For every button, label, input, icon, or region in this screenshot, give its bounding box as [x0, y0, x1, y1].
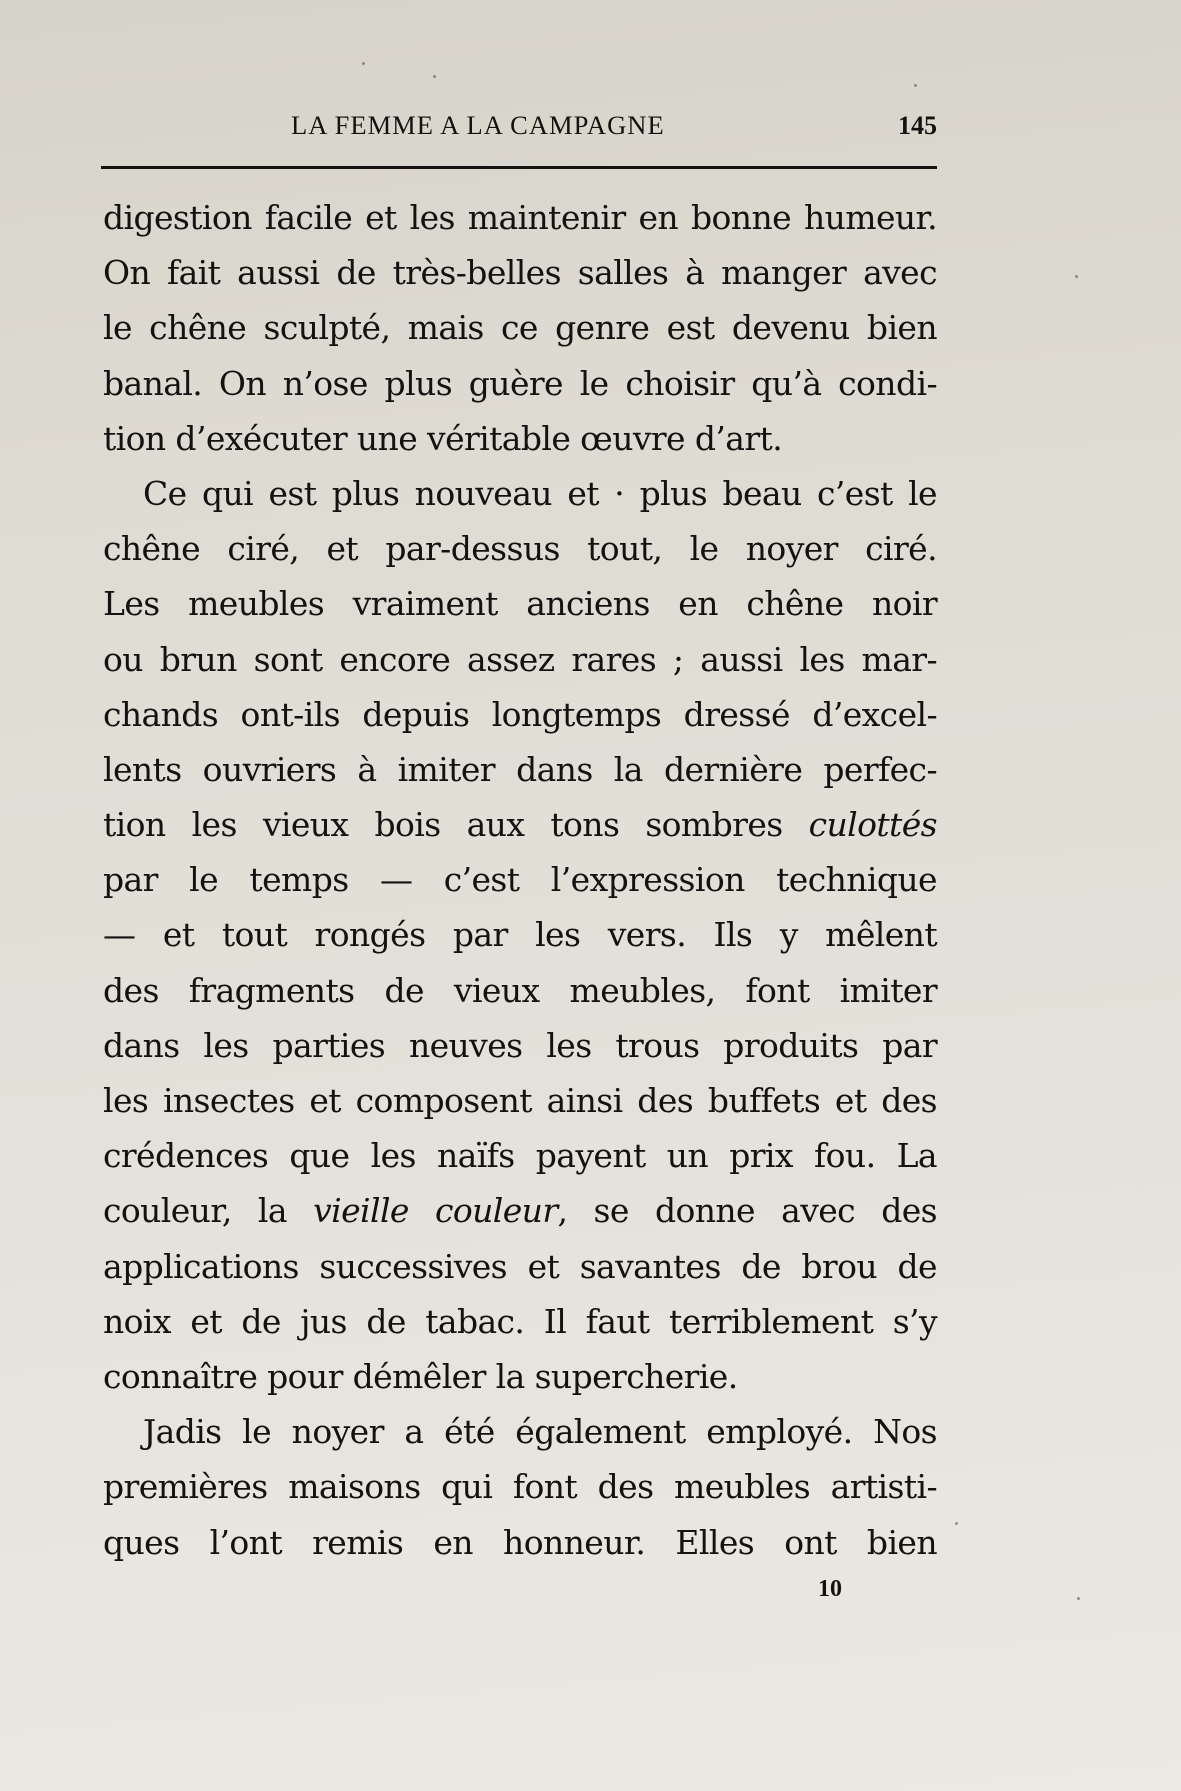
text-line: par le temps — c’est l’expression technique: [103, 860, 937, 900]
text-line-paragraph-start: Ce qui est plus nouveau et · plus beau c’est le: [143, 473, 937, 513]
text-line: digestion facile et les maintenir en bonne humeur.: [103, 198, 937, 237]
italic-term: vieille couleur: [313, 1191, 558, 1231]
text-line: le chêne sculpté, mais ce genre est devenu bien: [103, 308, 937, 348]
body-text: [103, 190, 937, 1570]
text-line: applications successives et savantes de brou de: [103, 1246, 937, 1286]
text-line: premières maisons qui font des meubles artisti-: [103, 1467, 937, 1507]
text-line: Les meubles vraiment anciens en chêne noir: [103, 584, 937, 624]
paper-speck: [914, 84, 917, 87]
paper-speck: [955, 1522, 958, 1525]
text-line: noix et de jus de tabac. Il faut terriblement s’y: [103, 1301, 937, 1341]
signature-mark: 10: [818, 1576, 842, 1602]
running-title: LA FEMME A LA CAMPAGNE: [291, 111, 665, 140]
paper-speck: [362, 62, 365, 65]
text-run: , se donne avec des: [557, 1191, 937, 1231]
paper-speck: [433, 75, 436, 78]
text-line: chands ont-ils depuis longtemps dressé d’excel-: [103, 694, 937, 734]
page-number: 145: [898, 111, 937, 140]
running-header: [101, 106, 937, 146]
text-line: ques l’ont remis en honneur. Elles ont bien: [103, 1522, 937, 1562]
text-line: lents ouvriers à imiter dans la dernière perfec-: [103, 749, 937, 789]
text-line: [103, 797, 937, 852]
text-line: banal. On n’ose plus guère le choisir qu’à condi-: [103, 363, 937, 403]
text-line-paragraph-start: Jadis le noyer a été également employé. Nos: [143, 1412, 937, 1452]
text-line: ou brun sont encore assez rares ; aussi les mar-: [103, 639, 937, 679]
text-line: des fragments de vieux meubles, font imiter: [103, 970, 937, 1010]
text-run: couleur, la: [103, 1191, 314, 1231]
text-line: crédences que les naïfs payent un prix fou. La: [103, 1136, 937, 1176]
text-line: dans les parties neuves les trous produits par: [103, 1025, 937, 1065]
text-line: On fait aussi de très-belles salles à manger avec: [103, 253, 937, 293]
paper-speck: [1077, 1597, 1080, 1600]
header-rule: [101, 166, 937, 169]
text-line: chêne ciré, et par-dessus tout, le noyer ciré.: [103, 529, 937, 569]
text-line-paragraph-end: connaître pour démêler la supercherie.: [103, 1356, 738, 1396]
text-line: — et tout rongés par les vers. Ils y mêlent: [103, 915, 937, 955]
text-run: tion les vieux bois aux tons sombres: [103, 805, 809, 845]
text-line: [103, 1183, 937, 1238]
paper-speck: [1075, 275, 1078, 278]
text-line: les insectes et composent ainsi des buffets et des: [103, 1081, 937, 1120]
italic-term: culottés: [808, 805, 937, 845]
text-line-paragraph-end: tion d’exécuter une véritable œuvre d’art.: [103, 418, 783, 458]
